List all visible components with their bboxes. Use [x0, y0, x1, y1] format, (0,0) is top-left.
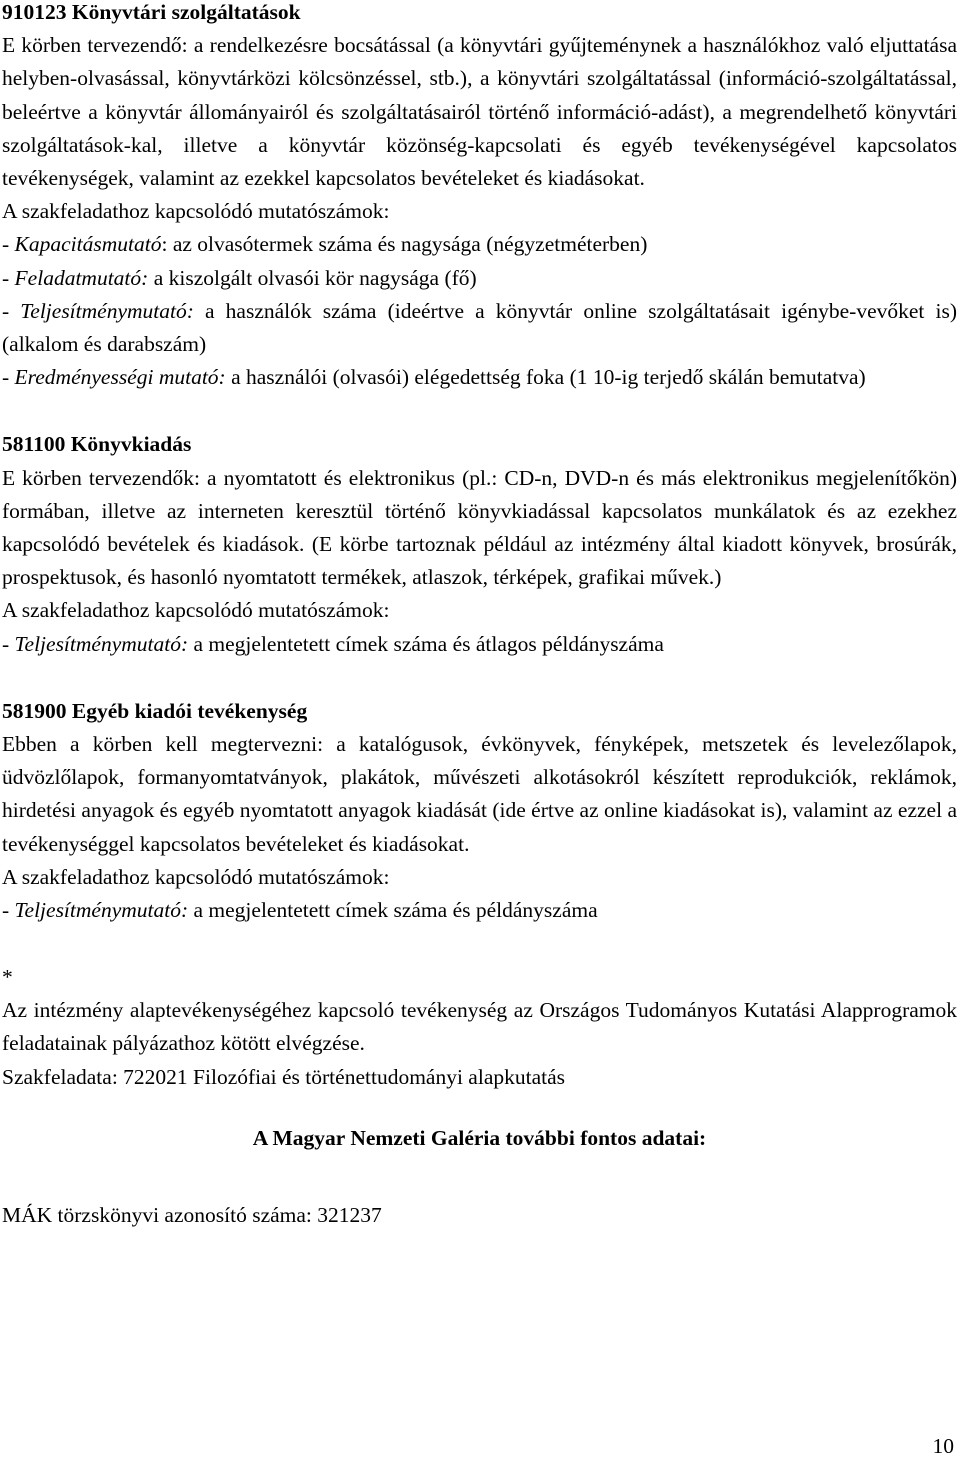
- szakfeladat-line: Szakfeladata: 722021 Filozófiai és történettudományi alapkutatás: [2, 1064, 566, 1089]
- dash: -: [2, 898, 15, 923]
- spacer: [2, 394, 957, 428]
- asterisk-separator: *: [2, 965, 13, 990]
- indicator-label: Feladatmutató:: [14, 265, 149, 290]
- indicator-performance: [2, 628, 957, 661]
- indicator-label: Eredményességi mutató:: [14, 365, 226, 390]
- section-konyvtari-szolgaltatasok: [2, 0, 957, 394]
- indicator-label: Teljesítménymutató:: [14, 898, 189, 923]
- galeria-title: A Magyar Nemzeti Galéria további fontos adatai:: [252, 1125, 707, 1150]
- indicator-effectiveness: [2, 361, 957, 394]
- page-number: 10: [932, 1434, 954, 1458]
- document-page: [2, 0, 957, 1232]
- spacer: [2, 1155, 957, 1199]
- indicator-task: [2, 262, 957, 295]
- indicator-label: Teljesítménymutató:: [14, 631, 189, 656]
- dash: -: [2, 232, 15, 257]
- section-otka: [2, 961, 957, 1094]
- spacer: [2, 1094, 957, 1122]
- indicator-text: : az olvasótermek száma és nagysága (négyzetméterben): [161, 232, 648, 257]
- indicator-text: a használói (olvasói) elégedettség foka (1 10-ig terjedő skálán bemutatva): [225, 365, 866, 390]
- section-heading: 910123 Könyvtári szolgáltatások: [2, 0, 301, 24]
- section-body: Az intézmény alaptevékenységéhez kapcsoló tevékenység az Országos Tudományos Kutatási Alapprogramok feladatainak pályázathoz kötött elvégzése.: [2, 998, 957, 1056]
- indicator-text: a megjelentetett címek száma és átlagos példányszáma: [188, 631, 664, 656]
- indicator-label: Kapacitásmutató: [14, 232, 162, 257]
- indicator-text: a kiszolgált olvasói kör nagysága (fő): [148, 265, 477, 290]
- indicator-performance: [2, 295, 957, 361]
- section-body: Ebben a körben kell megtervezni: a katalógusok, évkönyvek, fényképek, metszetek és levelezőlapok, üdvözlőlapok, formanyomtatványok, plakátok, művészeti alkotásokról készített reprodukciók, reklámok, hirdetési anyagok és egyéb nyomtatott anyagok kiadását (ide értve az online kiadásokat is), valamint az ezzel a tevékenységgel kapcsolatos bevételeket és kiadásokat.: [2, 732, 957, 856]
- indicator-text: a megjelentetett címek száma és példányszáma: [188, 898, 598, 923]
- spacer: [2, 927, 957, 961]
- mak-id-line: MÁK törzskönyvi azonosító száma: 321237: [2, 1203, 382, 1228]
- spacer: [2, 661, 957, 695]
- dash: -: [2, 631, 15, 656]
- indicators-intro: A szakfeladathoz kapcsolódó mutatószámok:: [2, 199, 390, 224]
- section-konyvkiadas: [2, 428, 957, 660]
- dash: -: [2, 265, 15, 290]
- section-heading: 581100 Könyvkiadás: [2, 432, 192, 457]
- indicators-intro: A szakfeladathoz kapcsolódó mutatószámok:: [2, 864, 390, 889]
- indicator-text: a használók száma (ideértve a könyvtár online szolgáltatásait igénybe-vevőket is) (alkalom és darabszám): [2, 298, 957, 357]
- section-egyeb-kiadoi: [2, 695, 957, 927]
- indicators-intro: A szakfeladathoz kapcsolódó mutatószámok:: [2, 598, 390, 623]
- indicator-label: Teljesítménymutató:: [20, 298, 194, 323]
- section-body: E körben tervezendő: a rendelkezésre bocsátással (a könyvtári gyűjteménynek a használókhoz való eljuttatása helyben-olvasással, könyvtárközi kölcsönzéssel, stb.), a könyvtári szolgáltatással (információ-szolgáltatással, beleértve a könyvtár állományairól és szolgáltatásairól történő információ-adást), a megrendelhető könyvtári szolgáltatások-kal, illetve a könyvtár közönség-kapcsolati és egyéb tevékenységével kapcsolatos tevékenységek, valamint az ezekkel kapcsolatos bevételeket és kiadásokat.: [2, 33, 957, 191]
- dash: -: [2, 365, 15, 390]
- indicator-capacity: [2, 228, 957, 261]
- section-body: E körben tervezendők: a nyomtatott és elektronikus (pl.: CD-n, DVD-n és más elektronikus megjelenítőkön) formában, illetve az interneten keresztül történő könyvkiadással kapcsolatos munkálatok és az ezekhez kapcsolódó bevételek és kiadások. (E körbe tartoznak például az intézmény által kiadott könyvek, brosúrák, prospektusok, és hasonló nyomtatott termékek, atlaszok, térképek, grafikai művek.): [2, 465, 957, 590]
- section-heading: 581900 Egyéb kiadói tevékenység: [2, 698, 308, 723]
- indicator-performance: [2, 894, 957, 927]
- dash: -: [2, 298, 21, 323]
